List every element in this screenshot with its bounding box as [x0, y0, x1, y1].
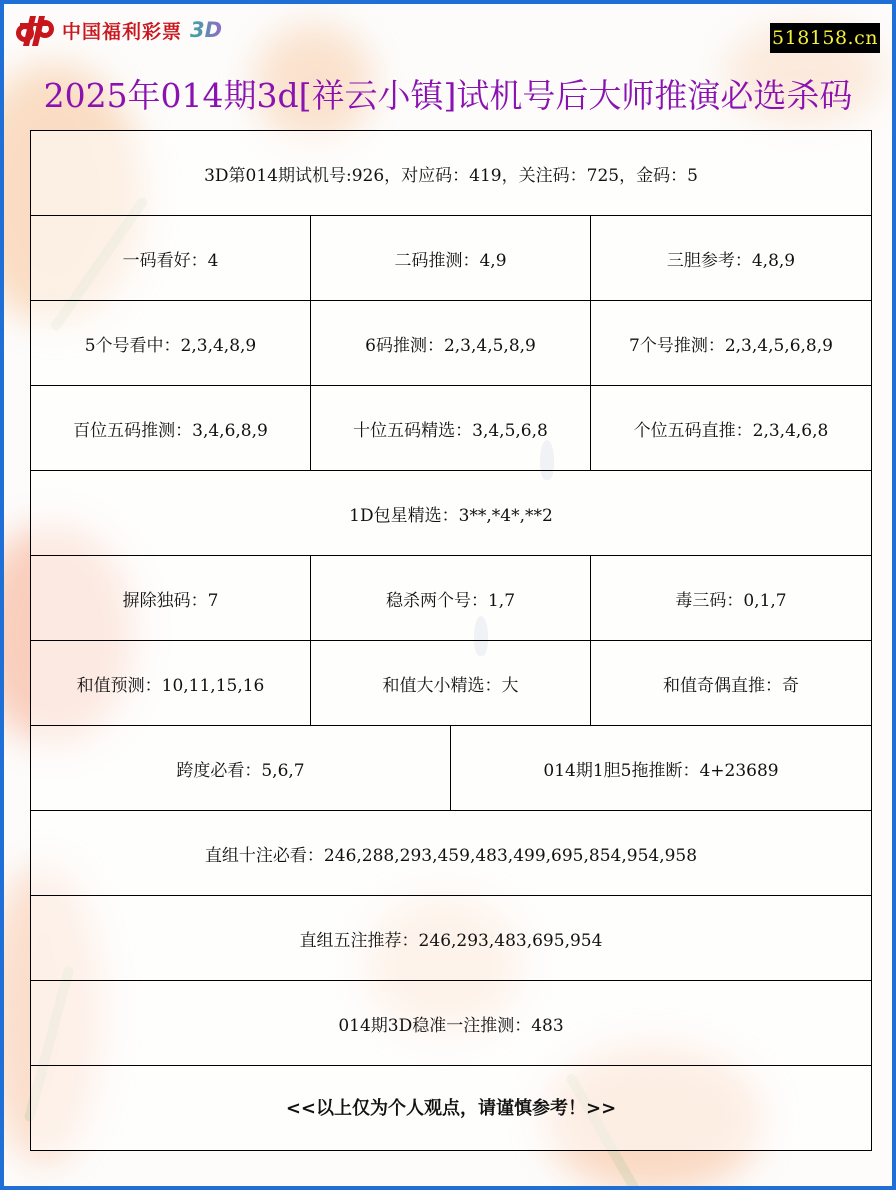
- page-title: 2025年014期3d[祥云小镇]试机号后大师推演必选杀码: [43, 76, 853, 115]
- direct-ten-bets: 直组十注必看：246,288,293,459,483,499,695,854,954,958: [204, 845, 698, 866]
- logo-3d-text: 3D: [190, 18, 223, 42]
- table-row: [31, 726, 871, 811]
- table-row: [31, 981, 871, 1066]
- sum-value-prediction: 和值预测：10,11,15,16: [31, 641, 311, 725]
- sum-odd-even-pick: 和值奇偶直推：奇: [663, 675, 799, 696]
- one-dan-five-tuo: 014期1胆5拖推断：4+23689: [543, 760, 779, 781]
- trial-number-summary: 3D第014期试机号:926，对应码：419，关注码：725，金码：5: [204, 165, 698, 186]
- prediction-table: [30, 130, 872, 1151]
- table-row: [31, 811, 871, 896]
- logo-text: 中国福利彩票: [62, 20, 183, 43]
- one-code-pick: 一码看好：4: [31, 216, 311, 300]
- table-row: [31, 556, 871, 641]
- site-domain-badge[interactable]: 518158.cn: [770, 23, 880, 53]
- lottery-logo[interactable]: [14, 12, 222, 48]
- six-code-guess: 6码推测：2,3,4,5,8,9: [311, 301, 591, 385]
- 1d-star-pick: 1D包星精选：3**,*4*,**2: [349, 505, 553, 526]
- five-number-pick: 5个号看中：2,3,4,8,9: [31, 301, 311, 385]
- exclude-single-code: 摒除独码：7: [31, 556, 311, 640]
- table-row: [31, 1066, 871, 1151]
- welfare-lottery-logo-icon: [14, 13, 56, 47]
- kill-two-numbers: 稳杀两个号：1,7: [311, 556, 591, 640]
- disclaimer-note: <<以上仅为个人观点，请谨慎参考！>>: [285, 1098, 617, 1119]
- page-frame: [4, 4, 892, 1186]
- table-row: [31, 896, 871, 981]
- three-dan-reference: 三胆参考：4,8,9: [666, 250, 796, 271]
- two-code-guess: 二码推测：4,9: [311, 216, 591, 300]
- seven-number-guess: 7个号推测：2,3,4,5,6,8,9: [629, 335, 833, 356]
- tens-five-code: 十位五码精选：3,4,5,6,8: [311, 386, 591, 470]
- sum-size-pick: 和值大小精选：大: [311, 641, 591, 725]
- table-row: [31, 216, 871, 301]
- table-row: [31, 386, 871, 471]
- units-five-code: 个位五码直推：2,3,4,6,8: [633, 420, 829, 441]
- direct-five-bets: 直组五注推荐：246,293,483,695,954: [299, 930, 603, 951]
- table-row: [31, 301, 871, 386]
- table-row: [31, 131, 871, 216]
- span-pick: 跨度必看：5,6,7: [31, 726, 451, 810]
- hundreds-five-code: 百位五码推测：3,4,6,8,9: [31, 386, 311, 470]
- single-bet-guess: 014期3D稳准一注推测：483: [338, 1015, 564, 1036]
- table-row: [31, 641, 871, 726]
- table-row: [31, 471, 871, 556]
- poison-three-codes: 毒三码：0,1,7: [675, 590, 787, 611]
